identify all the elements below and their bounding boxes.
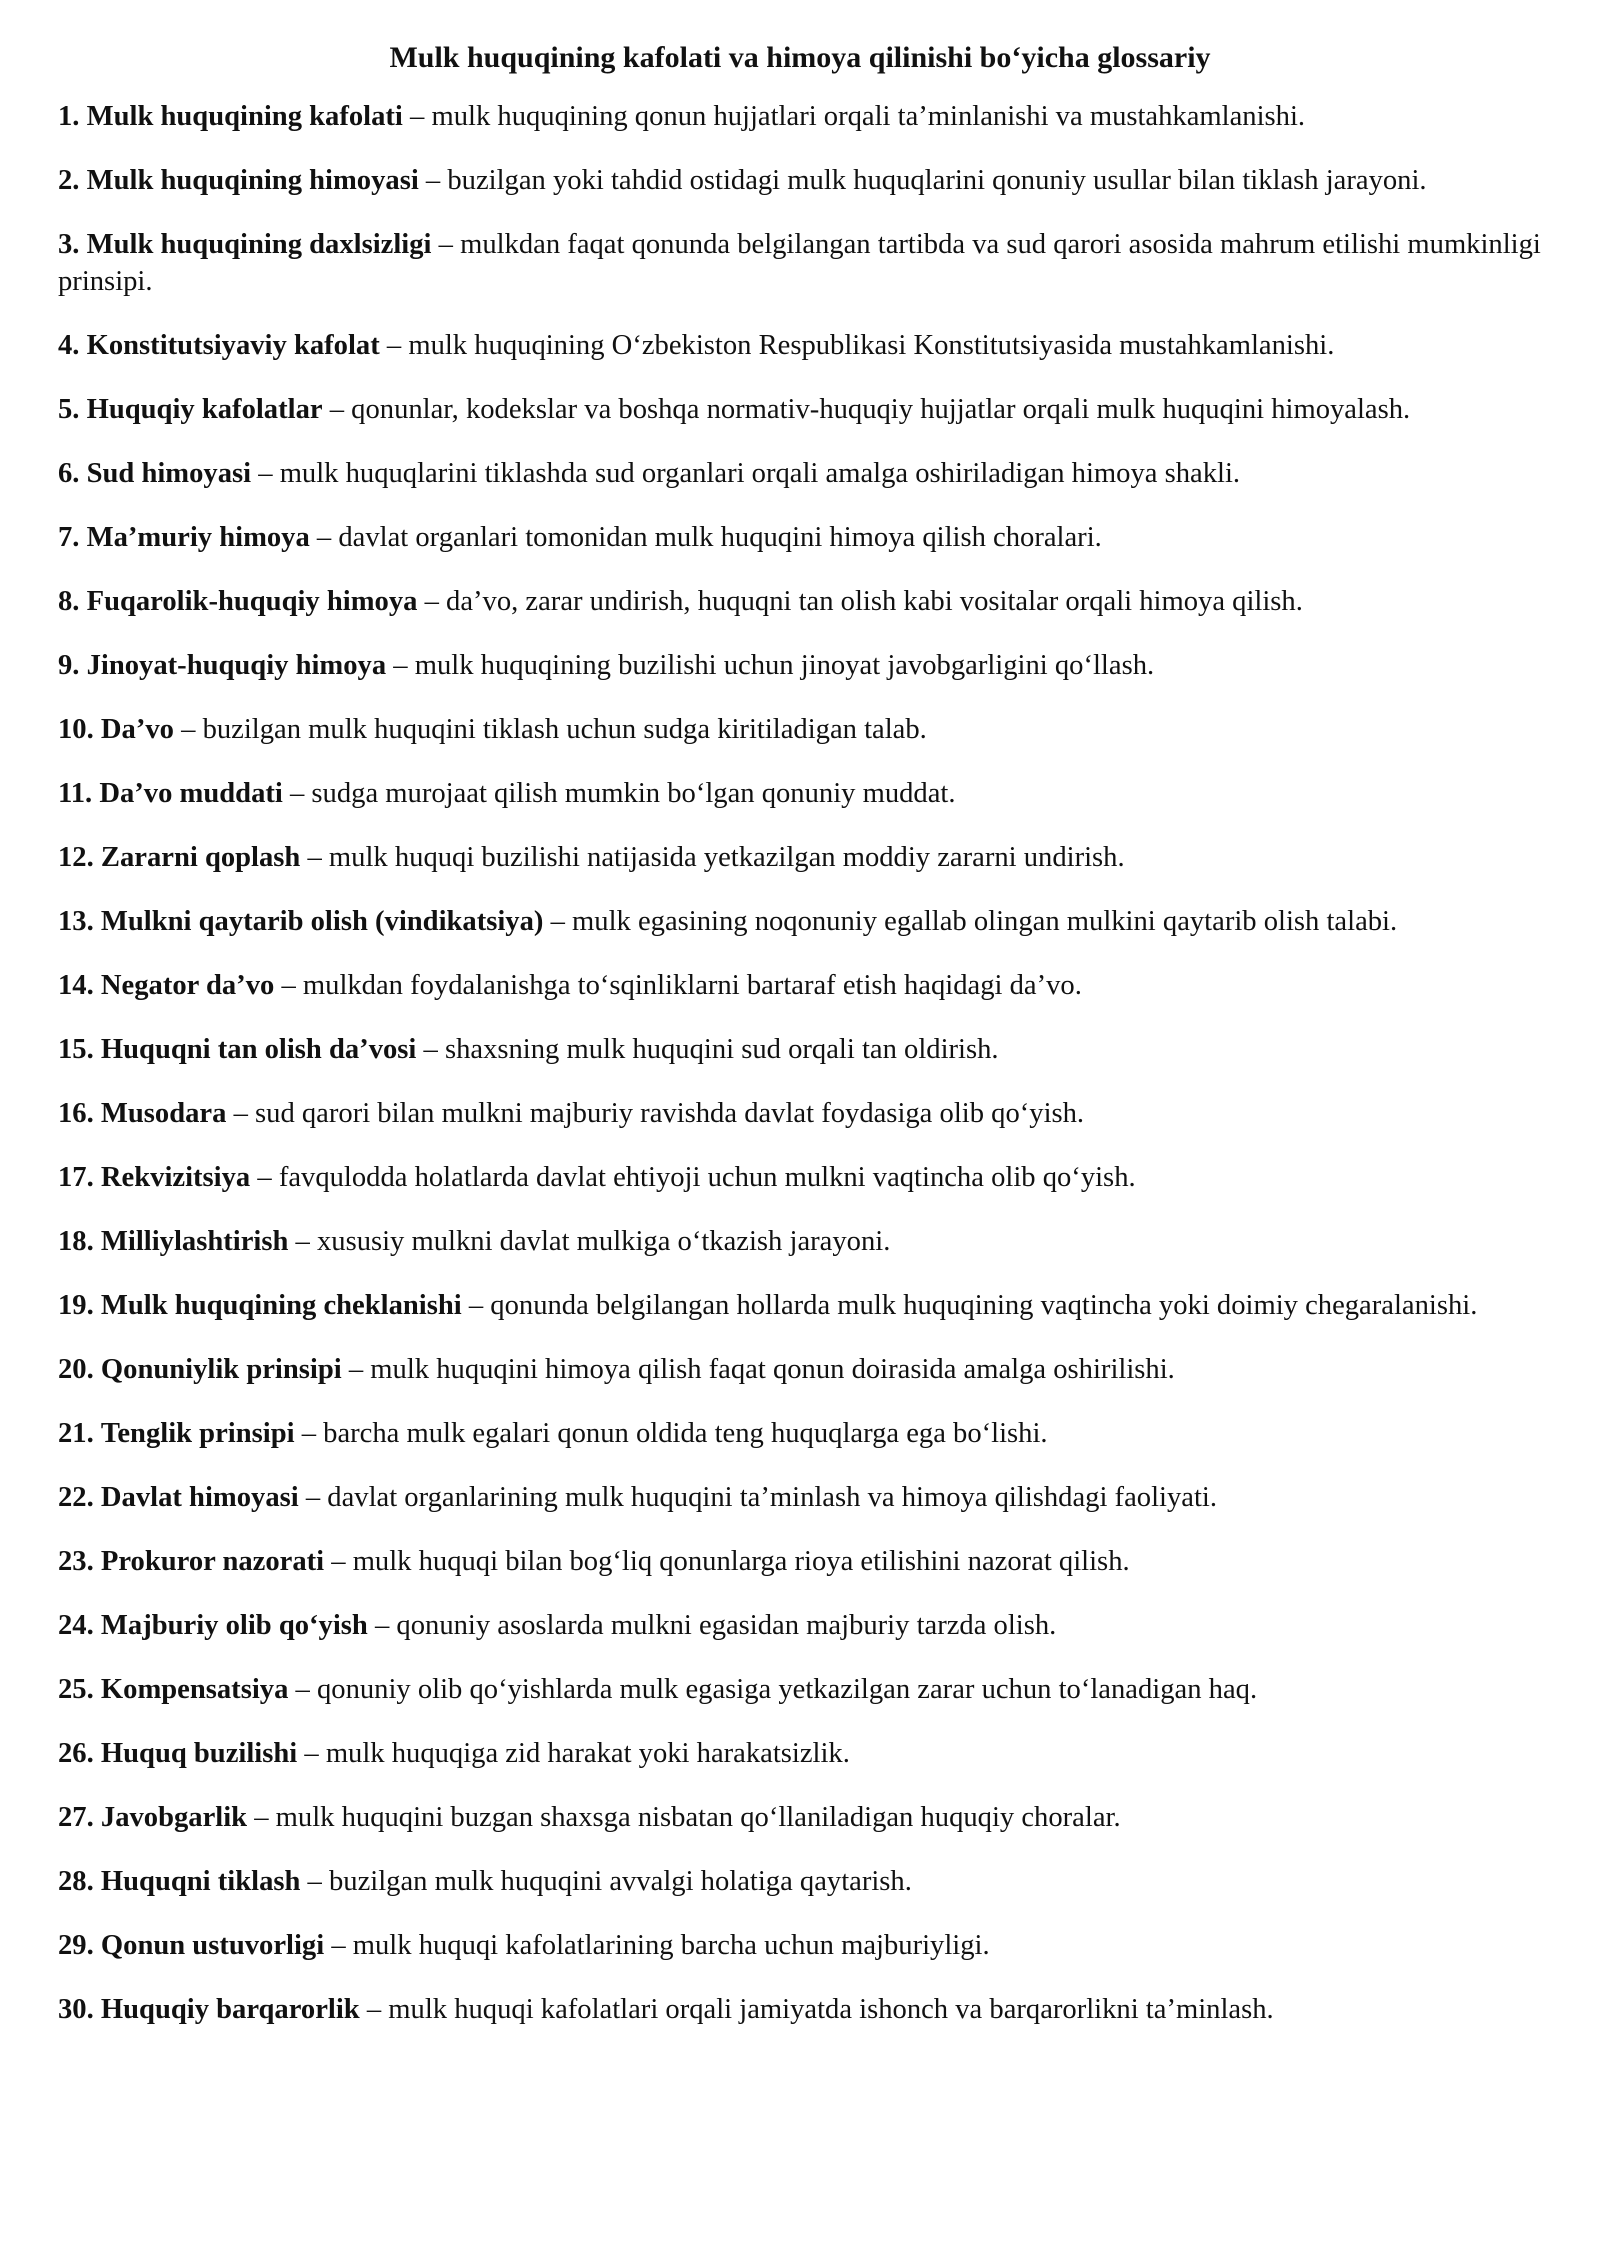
entry-definition: xususiy mulkni davlat mulkiga o‘tkazish jarayoni. [316,1226,891,1257]
entry-definition: qonuniy olib qo‘yishlarda mulk egasiga yetkazilgan zarar uchun to‘lanadigan haq. [316,1674,1258,1705]
entry-definition: mulk huquqi bilan bog‘liq qonunlarga rioya etilishini nazorat qilish. [352,1546,1130,1577]
glossary-entry: 9. Jinoyat-huquqiy himoya – mulk huquqining buzilishi uchun jinoyat javobgarligini qo‘llash. [58,650,1155,681]
entry-number: 8. [58,586,80,617]
entry-term: Musodara [100,1098,227,1129]
glossary-entry: 26. Huquq buzilishi – mulk huquqiga zid harakat yoki harakatsizlik. [58,1738,850,1769]
entry-number: 20. [58,1354,94,1385]
entry-term: Mulk huquqining kafolati [86,101,403,132]
entry-definition: qonunda belgilangan hollarda mulk huquqining vaqtincha yoki doimiy chegaralanishi. [490,1290,1478,1321]
glossary-entry: 24. Majburiy olib qo‘yish – qonuniy asoslarda mulkni egasidan majburiy tarzda olish. [58,1610,1057,1641]
entry-term: Mulk huquqining daxlsizligi [86,229,432,260]
entry-definition: mulk huquqining O‘zbekiston Respublikasi Konstitutsiyasida mustahkamlanishi. [408,330,1335,361]
entry-number: 21. [58,1418,94,1449]
entry-number: 7. [58,522,80,553]
glossary-entry: 23. Prokuror nazorati – mulk huquqi bilan bog‘liq qonunlarga rioya etilishini nazorat qilish. [58,1546,1130,1577]
entry-number: 16. [58,1098,94,1129]
entry-term: Mulk huquqining himoyasi [86,165,419,196]
entry-term: Sud himoyasi [86,458,252,489]
entry-number: 27. [58,1802,94,1833]
glossary-list [58,98,1542,2028]
entry-term: Milliylashtirish [100,1226,289,1257]
glossary-entry: 16. Musodara – sud qarori bilan mulkni majburiy ravishda davlat foydasiga olib qo‘yish. [58,1098,1085,1129]
glossary-entry: 30. Huquqiy barqarorlik – mulk huquqi kafolatlari orqali jamiyatda ishonch va barqarorlikni ta’minlash. [58,1994,1274,2025]
entry-term: Huquqiy kafolatlar [86,394,323,425]
glossary-entry: 20. Qonuniylik prinsipi – mulk huquqini himoya qilish faqat qonun doirasida amalga oshirilishi. [58,1354,1175,1385]
entry-term: Tenglik prinsipi [100,1418,295,1449]
entry-definition: da’vo, zarar undirish, huquqni tan olish kabi vositalar orqali himoya qilish. [446,586,1303,617]
entry-term: Huquqni tiklash [100,1866,301,1897]
entry-number: 26. [58,1738,94,1769]
entry-number: 15. [58,1034,94,1065]
entry-number: 12. [58,842,94,873]
entry-definition: mulk huquqlarini tiklashda sud organlari orqali amalga oshiriladigan himoya shakli. [279,458,1241,489]
entry-definition: qonunlar, kodekslar va boshqa normativ-huquqiy hujjatlar orqali mulk huquqini himoyalash. [351,394,1411,425]
entry-term: Da’vo muddati [99,778,283,809]
entry-number: 25. [58,1674,94,1705]
glossary-entry: 19. Mulk huquqining cheklanishi – qonunda belgilangan hollarda mulk huquqining vaqtincha yoki doimiy chegaralanishi. [58,1290,1478,1321]
entry-number: 6. [58,458,80,489]
entry-number: 22. [58,1482,94,1513]
entry-term: Fuqarolik-huquqiy himoya [86,586,418,617]
entry-term: Mulkni qaytarib olish (vindikatsiya) [100,906,544,937]
entry-definition: davlat organlarining mulk huquqini ta’minlash va himoya qilishdagi faoliyati. [327,1482,1217,1513]
glossary-entry: 18. Milliylashtirish – xususiy mulkni davlat mulkiga o‘tkazish jarayoni. [58,1226,891,1257]
glossary-entry: 27. Javobgarlik – mulk huquqini buzgan shaxsga nisbatan qo‘llaniladigan huquqiy choralar. [58,1802,1121,1833]
entry-term: Huquq buzilishi [100,1738,298,1769]
entry-term: Huquqni tan olish da’vosi [100,1034,417,1065]
entry-number: 14. [58,970,94,1001]
entry-number: 4. [58,330,80,361]
glossary-entry: 4. Konstitutsiyaviy kafolat – mulk huquqining O‘zbekiston Respublikasi Konstitutsiyasida mustahkamlanishi. [58,330,1335,361]
entry-term: Zararni qoplash [100,842,301,873]
entry-definition: mulk huquqining buzilishi uchun jinoyat javobgarligini qo‘llash. [414,650,1155,681]
entry-term: Da’vo [100,714,174,745]
glossary-entry: 17. Rekvizitsiya – favqulodda holatlarda davlat ehtiyoji uchun mulkni vaqtincha olib qo‘yish. [58,1162,1136,1193]
entry-definition: buzilgan yoki tahdid ostidagi mulk huquqlarini qonuniy usullar bilan tiklash jarayoni. [447,165,1427,196]
entry-definition: qonuniy asoslarda mulkni egasidan majburiy tarzda olish. [396,1610,1057,1641]
entry-definition: sud qarori bilan mulkni majburiy ravishda davlat foydasiga olib qo‘yish. [255,1098,1085,1129]
entry-definition: mulk huquqi buzilishi natijasida yetkazilgan moddiy zararni undirish. [328,842,1125,873]
glossary-entry: 21. Tenglik prinsipi – barcha mulk egalari qonun oldida teng huquqlarga ega bo‘lishi. [58,1418,1048,1449]
entry-definition: mulk huquqini himoya qilish faqat qonun doirasida amalga oshirilishi. [370,1354,1175,1385]
entry-term: Qonun ustuvorligi [100,1930,325,1961]
glossary-entry: 29. Qonun ustuvorligi – mulk huquqi kafolatlarining barcha uchun majburiyligi. [58,1930,990,1961]
glossary-entry: 6. Sud himoyasi – mulk huquqlarini tiklashda sud organlari orqali amalga oshiriladigan himoya shakli. [58,458,1241,489]
entry-term: Kompensatsiya [100,1674,289,1705]
entry-number: 3. [58,229,80,260]
entry-definition: mulk huquqining qonun hujjatlari orqali ta’minlanishi va mustahkamlanishi. [431,101,1306,132]
entry-number: 1. [58,101,80,132]
entry-definition: mulk huquqi kafolatlarining barcha uchun majburiyligi. [352,1930,990,1961]
entry-definition: favqulodda holatlarda davlat ehtiyoji uchun mulkni vaqtincha olib qo‘yish. [278,1162,1136,1193]
entry-term: Majburiy olib qo‘yish [100,1610,368,1641]
entry-number: 18. [58,1226,94,1257]
entry-definition: shaxsning mulk huquqini sud orqali tan oldirish. [444,1034,999,1065]
glossary-entry: 10. Da’vo – buzilgan mulk huquqini tiklash uchun sudga kiritiladigan talab. [58,714,927,745]
glossary-entry: 7. Ma’muriy himoya – davlat organlari tomonidan mulk huquqini himoya qilish choralari. [58,522,1102,553]
entry-term: Konstitutsiyaviy kafolat [86,330,380,361]
entry-term: Ma’muriy himoya [86,522,310,553]
entry-definition: mulk huquqi kafolatlari orqali jamiyatda ishonch va barqarorlikni ta’minlash. [388,1994,1274,2025]
glossary-entry: 8. Fuqarolik-huquqiy himoya – da’vo, zarar undirish, huquqni tan olish kabi vositalar orqali himoya qilish. [58,586,1303,617]
glossary-entry: 25. Kompensatsiya – qonuniy olib qo‘yishlarda mulk egasiga yetkazilgan zarar uchun to‘lanadigan haq. [58,1674,1258,1705]
entry-number: 29. [58,1930,94,1961]
entry-term: Prokuror nazorati [100,1546,325,1577]
glossary-entry: 15. Huquqni tan olish da’vosi – shaxsning mulk huquqini sud orqali tan oldirish. [58,1034,999,1065]
entry-term: Qonuniylik prinsipi [100,1354,342,1385]
entry-definition: mulk huquqini buzgan shaxsga nisbatan qo‘llaniladigan huquqiy choralar. [275,1802,1121,1833]
entry-definition: mulk egasining noqonuniy egallab olingan mulkini qaytarib olish talabi. [572,906,1398,937]
entry-term: Mulk huquqining cheklanishi [100,1290,462,1321]
entry-definition: mulkdan foydalanishga to‘sqinliklarni bartaraf etish haqidagi da’vo. [302,970,1082,1001]
entry-definition: buzilgan mulk huquqini tiklash uchun sudga kiritiladigan talab. [202,714,927,745]
entry-term: Huquqiy barqarorlik [100,1994,360,2025]
entry-number: 10. [58,714,94,745]
entry-number: 2. [58,165,80,196]
entry-number: 17. [58,1162,94,1193]
entry-definition: buzilgan mulk huquqini avvalgi holatiga qaytarish. [329,1866,912,1897]
glossary-entry: 11. Da’vo muddati – sudga murojaat qilish mumkin bo‘lgan qonuniy muddat. [58,778,956,809]
entry-definition: mulkdan faqat qonunda belgilangan tartibda va sud qarori asosida mahrum etilishi mumkinligi prinsipi. [58,229,1541,297]
entry-term: Rekvizitsiya [100,1162,251,1193]
entry-number: 30. [58,1994,94,2025]
glossary-entry: 3. Mulk huquqining daxlsizligi – mulkdan faqat qonunda belgilangan tartibda va sud qarori asosida mahrum etilishi mumkinligi prinsipi. [58,229,1541,297]
glossary-entry: 13. Mulkni qaytarib olish (vindikatsiya) – mulk egasining noqonuniy egallab olingan mulkini qaytarib olish talabi. [58,906,1398,937]
entry-number: 28. [58,1866,94,1897]
entry-definition: barcha mulk egalari qonun oldida teng huquqlarga ega bo‘lishi. [323,1418,1048,1449]
entry-number: 13. [58,906,94,937]
entry-definition: mulk huquqiga zid harakat yoki harakatsizlik. [325,1738,850,1769]
entry-definition: sudga murojaat qilish mumkin bo‘lgan qonuniy muddat. [311,778,956,809]
glossary-entry: 22. Davlat himoyasi – davlat organlarining mulk huquqini ta’minlash va himoya qilishdagi faoliyati. [58,1482,1217,1513]
glossary-entry: 1. Mulk huquqining kafolati – mulk huquqining qonun hujjatlari orqali ta’minlanishi va mustahkamlanishi. [58,101,1306,132]
entry-term: Negator da’vo [100,970,275,1001]
entry-term: Davlat himoyasi [100,1482,299,1513]
glossary-entry: 5. Huquqiy kafolatlar – qonunlar, kodekslar va boshqa normativ-huquqiy hujjatlar orqali mulk huquqini himoyalash. [58,394,1411,425]
entry-number: 23. [58,1546,94,1577]
glossary-entry: 14. Negator da’vo – mulkdan foydalanishga to‘sqinliklarni bartaraf etish haqidagi da’vo. [58,970,1082,1001]
entry-number: 5. [58,394,80,425]
glossary-entry: 28. Huquqni tiklash – buzilgan mulk huquqini avvalgi holatiga qaytarish. [58,1866,912,1897]
entry-number: 9. [58,650,80,681]
entry-number: 24. [58,1610,94,1641]
entry-term: Jinoyat-huquqiy himoya [86,650,387,681]
entry-number: 11. [58,778,93,809]
entry-definition: davlat organlari tomonidan mulk huquqini himoya qilish choralari. [338,522,1102,553]
glossary-entry: 2. Mulk huquqining himoyasi – buzilgan yoki tahdid ostidagi mulk huquqlarini qonuniy usullar bilan tiklash jarayoni. [58,165,1427,196]
document-title: Mulk huquqining kafolati va himoya qilinishi bo‘yicha glossariy [389,41,1211,74]
entry-term: Javobgarlik [100,1802,248,1833]
entry-number: 19. [58,1290,94,1321]
glossary-entry: 12. Zararni qoplash – mulk huquqi buzilishi natijasida yetkazilgan moddiy zararni undirish. [58,842,1125,873]
